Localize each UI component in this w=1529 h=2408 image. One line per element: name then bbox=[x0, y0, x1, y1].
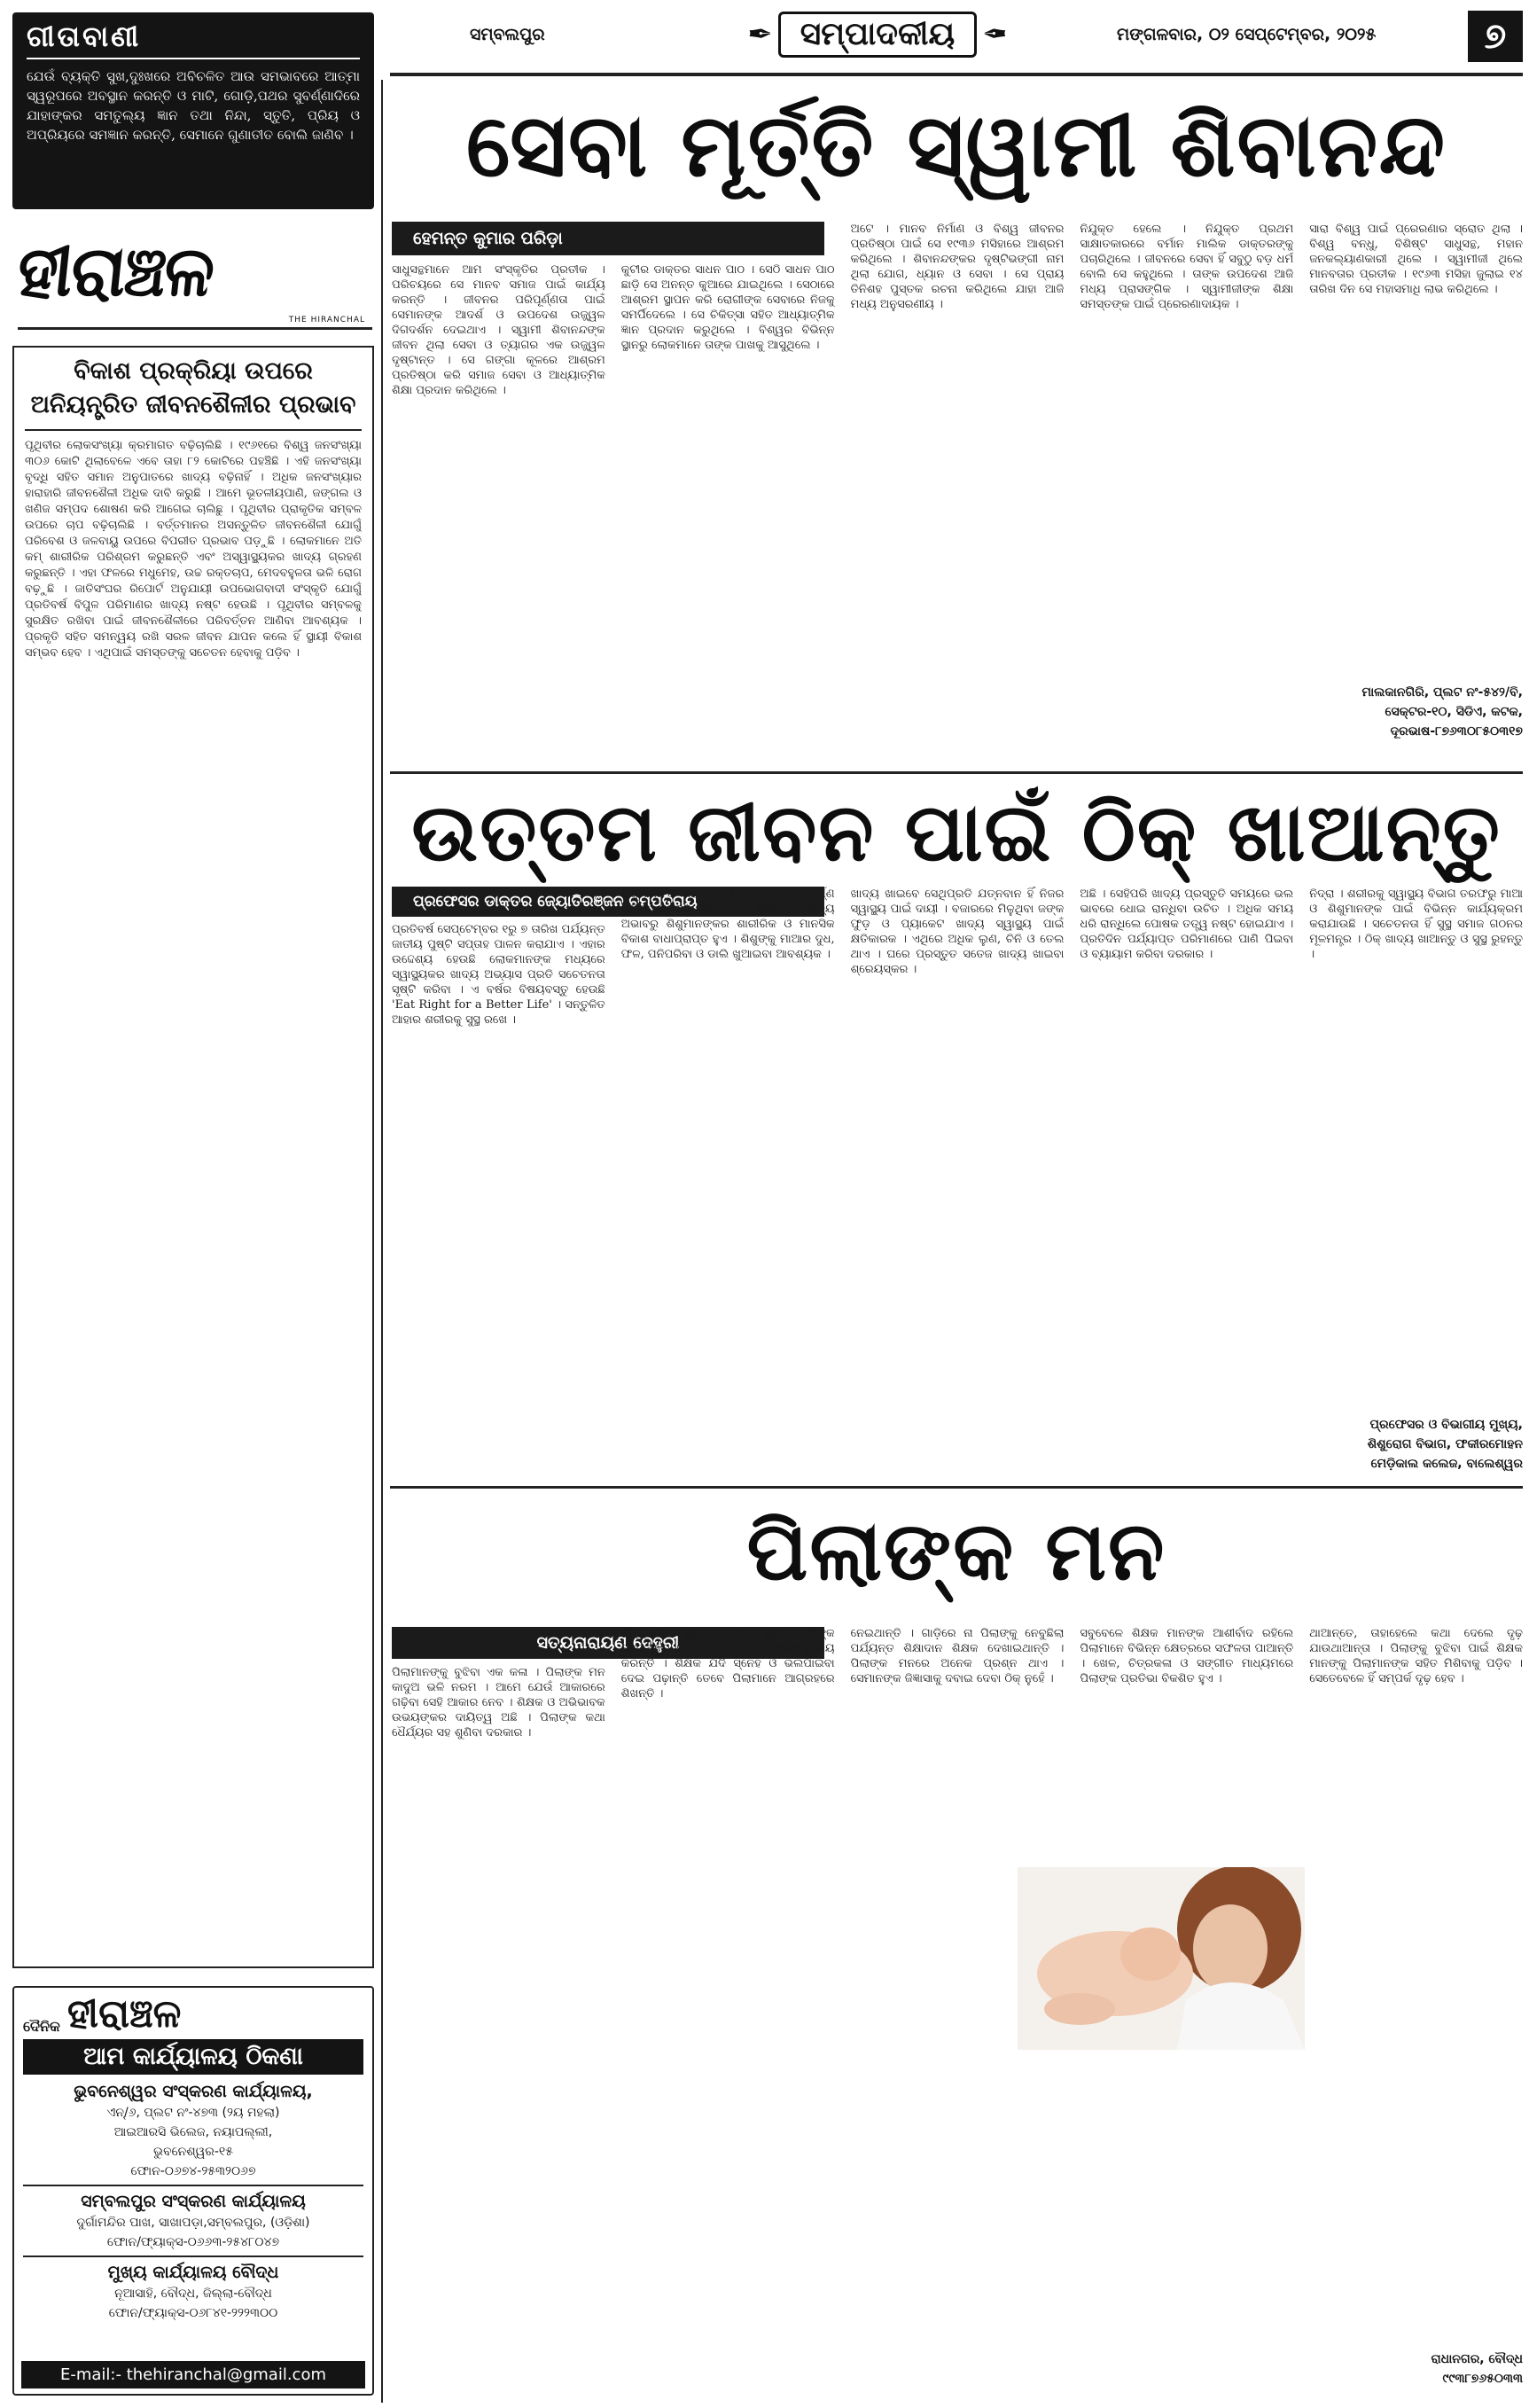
article3-author-footer bbox=[1312, 2349, 1523, 2388]
article2-col4: ଅଛି । ସେହିପରି ଖାଦ୍ୟ ପ୍ରସ୍ତୁତି ସମୟରେ ଭଲ ଭାବରେ ଧୋଇ ରାନ୍ଧିବା ଉଚିତ । ଅଧିକ ସମୟ ଧରି ରାନ୍ଧିଲେ ପୋଷକ ତତ୍ତ୍ୱ ନଷ୍ଟ ହୋଇଯାଏ । ପ୍ରତିଦିନ ପର୍ଯ୍ୟାପ୍ତ ପରିମାଣରେ ପାଣି ପିଇବା ଓ ବ୍ୟାୟାମ କରିବା ଦରକାର । bbox=[1080, 887, 1294, 961]
article1-col1: ସାଧୁସନ୍ଥମାନେ ଆମ ସଂସ୍କୃତିର ପ୍ରତୀକ । ପରିଚୟରେ ସେ ମାନବ ସମାଜ ପାଇଁ କାର୍ଯ୍ୟ କରନ୍ତି । ଜୀବନର ପରିପୂର୍ଣ୍ଣତା ପାଇଁ ସେମାନଙ୍କ ଆଦର୍ଶ ଓ ଉପଦେଶ ଉଜ୍ଜ୍ୱଳ ଦିଗଦର୍ଶନ ଦେଇଥାଏ । ସ୍ୱାମୀ ଶିବାନନ୍ଦଙ୍କ ଜୀବନ ଥିଲା ସେବା ଓ ତ୍ୟାଗର ଏକ ଉଜ୍ଜ୍ୱଳ ଦୃଷ୍ଟାନ୍ତ । ସେ ଗଙ୍ଗା କୂଳରେ ଆଶ୍ରମ ପ୍ରତିଷ୍ଠା କରି ସମାଜ ସେବା ଓ ଆଧ୍ୟାତ୍ମିକ ଶିକ୍ଷା ପ୍ରଦାନ କରିଥିଲେ । bbox=[392, 263, 605, 397]
pen-icon-right: ✒ bbox=[982, 17, 1008, 52]
article3-footer-line2: ୯୯୩୮୭୬୫୦୩୩ bbox=[1442, 2372, 1523, 2386]
article1-footer-line3: ଦୂରଭାଷ-୮୭୬୩୦୮୫୦୩୧୭ bbox=[1390, 724, 1523, 739]
article2-col2: ଶିଶୁମାନଙ୍କ ଏହା ଏକ ପ୍ରକାର ଗୁରୁତ୍ୱପୂର୍ଣ୍ଣ ଭୂମିକା ଗ୍ରହଣ କରିଥାଏ । ପୁଷ୍ଟିକର ଖାଦ୍ୟ ଅଭାବରୁ ଶିଶୁମାନଙ୍କର ଶାରୀରିକ ଓ ମାନସିକ ବିକାଶ ବାଧାପ୍ରାପ୍ତ ହୁଏ । ଶିଶୁଙ୍କୁ ମାଆର ଦୁଧ, ଫଳ, ପନିପରିବା ଓ ଡାଲି ଖୁଆଇବା ଆବଶ୍ୟକ । bbox=[620, 887, 835, 961]
sbp-office-title: ସମ୍ବଲପୁର ସଂସ୍କରଣ କାର୍ଯ୍ୟାଳୟ bbox=[23, 2185, 363, 2213]
logo-text: ହୀରାଞ୍ଚଳ bbox=[13, 231, 217, 312]
sbp-office-addr: ଦୁର୍ଗାମନ୍ଦିର ପାଖ, ସାଖାପଡ଼ା,ସମ୍ବଲପୁର, (ଓଡ଼ିଶା) bbox=[76, 2216, 310, 2230]
date-label: ମଙ୍ଗଳବାର, ୦୨ ସେପ୍ଟେମ୍ବର, ୨୦୨୫ bbox=[1117, 25, 1377, 44]
gita-title-bar: ଗୀତାବାଣୀ bbox=[27, 20, 360, 59]
article2-footer-line3: ମେଡ଼ିକାଲ କଲେଜ, ବାଲେଶ୍ୱର bbox=[1370, 1457, 1523, 1471]
email-bar[interactable]: E-mail:- thehiranchal@gmail.com bbox=[21, 2361, 365, 2388]
article3-col2: ବିଦ୍ୟାଳୟ ଶୁରୁରେ ବଡ଼ ମୁଣ୍ଡ ଅଂଙ୍କ ହୋଇଥିଲେ ମଧ୍ୟ ପିଲା ମାନେ ଶିକ୍ଷକଙ୍କୁ ଭୟ କରନ୍ତି । ଶିକ୍ଷକ ଯଦି ସ୍ନେହ ଓ ଭଲପାଇବା ଦେଇ ପଢ଼ାନ୍ତି ତେବେ ପିଲାମାନେ ଆଗ୍ରହରେ ଶିଖନ୍ତି । bbox=[620, 1627, 835, 1700]
sbp-office-phone: ଫୋନ/ଫ୍ୟାକ୍ସ-୦୬୬୩-୨୫୪୮୦୪୭ bbox=[106, 2235, 280, 2249]
article3-col5: ଥାଆନ୍ତେ, ତାହାହେଲେ କଥା ଦେଲେ ଦୃଢ଼ ଯାଉଥାଆନ୍ତା । ପିଲାଙ୍କୁ ବୁଝିବା ପାଇଁ ଶିକ୍ଷକ ମାନଙ୍କୁ ପିଲାମାନଙ୍କ ସହିତ ମିଶିବାକୁ ପଡ଼ିବ । ସେତେବେଳେ ହିଁ ସମ୍ପର୍କ ଦୃଢ଼ ହେବ । bbox=[1309, 1627, 1523, 1685]
article3-col4: ସବୁବେଳେ ଶିକ୍ଷକ ମାନଙ୍କ ଆଶୀର୍ବାଦ ରହିଲେ ପିଲାମାନେ ବିଭିନ୍ନ କ୍ଷେତ୍ରରେ ସଫଳତା ପାଆନ୍ତି । ଖେଳ, ଚିତ୍ରକଳା ଓ ସଙ୍ଗୀତ ମାଧ୍ୟମରେ ପିଲାଙ୍କ ପ୍ରତିଭା ବିକଶିତ ହୁଏ । bbox=[1080, 1627, 1294, 1685]
article2-col3: ଖାଦ୍ୟ ଖାଇବେ ସେଥିପ୍ରତି ଯତ୍ନବାନ ହିଁ ନିଜର ସ୍ୱାସ୍ଥ୍ୟ ପାଇଁ ଦାୟୀ । ବଜାରରେ ମିଳୁଥିବା ଜଙ୍କ ଫୁଡ଼ ଓ ପ୍ୟାକେଟ ଖାଦ୍ୟ ସ୍ୱାସ୍ଥ୍ୟ ପାଇଁ କ୍ଷତିକାରକ । ଏଥିରେ ଅଧିକ ଲୁଣ, ଚିନି ଓ ତେଲ ଥାଏ । ଘରେ ପ୍ରସ୍ତୁତ ସତେଜ ଖାଦ୍ୟ ଖାଇବା ଶ୍ରେୟସ୍କର । bbox=[850, 887, 1065, 976]
article3-headline: ପିଲାଙ୍କ ମନ bbox=[746, 1504, 1166, 1599]
article1-byline: ହେମନ୍ତ କୁମାର ପରିଡ଼ା bbox=[392, 222, 824, 255]
mother-baby-photo bbox=[1018, 1867, 1305, 2050]
gita-box bbox=[12, 12, 374, 209]
bbsr-office-phone: ଫୋନ-୦୬୭୪-୨୫୩୨୦୬୭ bbox=[130, 2164, 256, 2178]
bbsr-office-addr3: ଭୁବନେଶ୍ୱର-୧୫ bbox=[153, 2145, 233, 2159]
logo-subtitle: THE HIRANCHAL bbox=[288, 316, 365, 324]
article2-headline: ଉତ୍ତମ ଜୀବନ ପାଇଁ ଠିକ୍ ଖାଆନ୍ତୁ bbox=[411, 786, 1502, 880]
article2-footer-line2: ଶିଶୁରୋଗ ବିଭାଗ, ଫକୀରମୋହନ bbox=[1367, 1437, 1523, 1451]
gita-text: ଯେଉଁ ବ୍ୟକ୍ତି ସୁଖ,ଦୁଃଖରେ ଅବିଚଳିତ ଆଉ ସମଭାବରେ ଆତ୍ମା ସ୍ୱରୂପରେ ଅବସ୍ଥାନ କରନ୍ତି ଓ ମାଟି, ଗୋଡ଼ି,ପଥର ସୁବର୍ଣ୍ଣାଦିରେ ଯାହାଙ୍କର ସମତୁଲ୍ୟ ଜ୍ଞାନ ତଥା ନିନ୍ଦା, ସ୍ତୁତି, ପ୍ରିୟ ଓ ଅପ୍ରିୟରେ ସମଜ୍ଞାନ କରନ୍ତି, ସେମାନେ ଗୁଣାତୀତ ବୋଲି ଜାଣିବ । bbox=[27, 68, 360, 143]
article1-col5: ସାରା ବିଶ୍ୱ ପାଇଁ ପ୍ରେରଣାର ସ୍ରୋତ ଥିଲା । ବିଶ୍ୱ ବନ୍ଧୁ, ବିଶିଷ୍ଟ ସାଧୁସନ୍ଥ, ମହାନ ଜନକଲ୍ୟାଣକାରୀ ଥିଲେ । ସ୍ୱାମୀଜୀ ଥିଲେ ମାନବତାର ପ୍ରତୀକ । ୧୯୬୩ ମସିହା ଜୁଲାଇ ୧୪ ତାରିଖ ଦିନ ସେ ମହାସମାଧି ଲାଭ କରିଥିଲେ । bbox=[1309, 223, 1523, 296]
article2-author-footer bbox=[1276, 1415, 1523, 1474]
hq-office-title: ମୁଖ୍ୟ କାର୍ଯ୍ୟାଳୟ ବୌଦ୍ଧ bbox=[23, 2256, 363, 2284]
sidebar-article-body: ପୃଥିବୀର ଲୋକସଂଖ୍ୟା କ୍ରମାଗତ ବଢ଼ିଚାଲିଛି । ୧୯୬୧ରେ ବିଶ୍ୱ ଜନସଂଖ୍ୟା ୩୦୬ କୋଟି ଥିଲାବେଳେ ଏବେ ତାହା ୮୨ କୋଟିରେ ପହଞ୍ଚିଛି । ଏହି ଜନସଂଖ୍ୟା ବୃଦ୍ଧି ସହିତ ସମାନ ଅନୁପାତରେ ଖାଦ୍ୟ ବଢ଼ିନାହିଁ । ଅଧିକ ଜନସଂଖ୍ୟାର ହାରାହାରି ଜୀବନଶୈଳୀ ଅଧିକ ଦାବି କରୁଛି । ଆମେ ଭୂତଳୀୟପାଣି, ଜଙ୍ଗଲ ଓ ଖଣିଜ ସମ୍ପଦ ଶୋଷଣ କରି ଆଗେଇ ଚାଲିଛୁ । ପୃଥିବୀର ପ୍ରାକୃତିକ ସମ୍ବଳ ଉପରେ ଚାପ ବଢ଼ିଚାଲିଛି । ବର୍ତ୍ତମାନର ଅସନ୍ତୁଳିତ ଜୀବନଶୈଳୀ ଯୋଗୁଁ ପରିବେଶ ଓ ଜଳବାୟୁ ଉପରେ ବିପରୀତ ପ୍ରଭାବ ପଡ଼ୁଛି । ଲୋକମାନେ ଅତି କମ୍ ଶାରୀରିକ ପରିଶ୍ରମ କରୁଛନ୍ତି ଏବଂ ଅସ୍ୱାସ୍ଥ୍ୟକର ଖାଦ୍ୟ ଗ୍ରହଣ କରୁଛନ୍ତି । ଏହା ଫଳରେ ମଧୁମେହ, ଉଚ୍ଚ ରକ୍ତଚାପ, ମେଦବହୁଳତା ଭଳି ରୋଗ ବଢ଼ୁଛି । ଜାତିସଂଘର ରିପୋର୍ଟ ଅନୁଯାୟୀ ଉପଭୋଗବାଦୀ ସଂସ୍କୃତି ଯୋଗୁଁ ପ୍ରତିବର୍ଷ ବିପୁଳ ପରିମାଣର ଖାଦ୍ୟ ନଷ୍ଟ ହେଉଛି । ପୃଥିବୀର ସମ୍ବଳକୁ ସୁରକ୍ଷିତ ରଖିବା ପାଇଁ ଜୀବନଶୈଳୀରେ ପରିବର୍ତ୍ତନ ଆଣିବା ଆବଶ୍ୟକ । ପ୍ରକୃତି ସହିତ ସମନ୍ୱୟ ରଖି ସରଳ ଜୀବନ ଯାପନ କଲେ ହିଁ ସ୍ଥାୟୀ ବିକାଶ ସମ୍ଭବ ହେବ । ଏଥିପାଇଁ ସମସ୍ତଙ୍କୁ ସଚେତନ ହେବାକୁ ପଡ଼ିବ । bbox=[25, 439, 362, 660]
pen-icon-left: ✒ bbox=[747, 17, 773, 52]
article3-byline: ସତ୍ୟନାରାୟଣ ଦେହୁରୀ bbox=[392, 1627, 824, 1659]
bbsr-office-addr2: ଆଇଆରସି ଭିଲେଜ, ନୟାପଲ୍ଲୀ, bbox=[113, 2125, 273, 2139]
article1-author-footer bbox=[1303, 683, 1523, 741]
hq-office-addr: ନୂଆସାହି, ବୌଦ୍ଧ, ଜିଲ୍ଲା-ବୌଦ୍ଧ bbox=[114, 2287, 272, 2301]
section-title: ସମ୍ପାଦକୀୟ bbox=[778, 12, 977, 58]
bbsr-office-title: ଭୁବନେଶ୍ୱର ସଂସ୍କରଣ କାର୍ଯ୍ୟାଳୟ, bbox=[74, 2082, 313, 2101]
edition-label: ସମ୍ବଲପୁର bbox=[470, 25, 545, 44]
article3-col1: ପିଲାମାନଙ୍କୁ ବୁଝିବା ଏକ କଳା । ପିଲାଙ୍କ ମନ କାଦୁଅ ଭଳି ନରମ । ଆମେ ଯେଉଁ ଆକାରରେ ଗଢ଼ିବା ସେହି ଆକାର ନେବ । ଶିକ୍ଷକ ଓ ଅଭିଭାବକ ଉଭୟଙ୍କର ଦାୟିତ୍ୱ ଅଛି । ପିଲାଙ୍କ କଥା ଧୈର୍ଯ୍ୟର ସହ ଶୁଣିବା ଦରକାର । bbox=[392, 1666, 605, 1740]
page-number: ୭ bbox=[1468, 11, 1523, 62]
article2-footer-line1: ପ୍ରଫେସର ଓ ବିଭାଗୀୟ ମୁଖ୍ୟ, bbox=[1369, 1418, 1523, 1432]
article1-headline: ସେବା ମୂର୍ତ୍ତି ସ୍ୱାମୀ ଶିବାନନ୍ଦ bbox=[466, 96, 1447, 197]
address-paper-logo: ହୀରାଞ୍ଚଳ bbox=[66, 1991, 182, 2037]
article1-col4: ନିଯୁକ୍ତ ହେଲେ । ନିଯୁକ୍ତ ପ୍ରଥମ ସାକ୍ଷାତକାରରେ ବର୍ମାନ ମାଲିକ ଡାକ୍ତରଙ୍କୁ ପଚାରିଥିଲେ । ଜୀବନରେ ସେବା ହିଁ ସବୁଠୁ ବଡ଼ ଧର୍ମ ବୋଲି ସେ କହୁଥିଲେ । ତାଙ୍କ ଉପଦେଶ ଆଜି ମଧ୍ୟ ପ୍ରାସଙ୍ଗିକ । ସ୍ୱାମୀଜୀଙ୍କ ଶିକ୍ଷା ସମସ୍ତଙ୍କ ପାଇଁ ପ୍ରେରଣାଦାୟକ । bbox=[1080, 223, 1294, 311]
sidebar-article-title: ବିକାଶ ପ୍ରକ୍ରିୟା ଉପରେ ଅନିୟନ୍ତ୍ରିତ ଜୀବନଶୈଳୀର ପ୍ରଭାବ bbox=[25, 355, 362, 431]
article3-col3: ନେଇଥାନ୍ତି । ଗାଡ଼ିରେ ନା ପିଲାଙ୍କୁ ନେବୁଛିଲା ପର୍ଯ୍ୟନ୍ତ ଶିକ୍ଷାଦାନ ଶିକ୍ଷକ ଦେଖାଇଥାନ୍ତି । ପିଲାଙ୍କ ମନରେ ଅନେକ ପ୍ରଶ୍ନ ଥାଏ । ସେମାନଙ୍କ ଜିଜ୍ଞାସାକୁ ଦବାଇ ଦେବା ଠିକ୍ ନୁହେଁ । bbox=[850, 1627, 1065, 1685]
article1-footer-line1: ମାଲକାନଗିରି, ପ୍ଲଟ ନଂ-୫୪୨/ବି, bbox=[1361, 685, 1523, 700]
masthead bbox=[390, 5, 1523, 76]
address-title: ଆମ କାର୍ଯ୍ୟାଳୟ ଠିକଣା bbox=[23, 2039, 363, 2075]
sidebar-divider bbox=[381, 80, 383, 2403]
article1-col3: ଅଟେ । ମାନବ ନିର୍ମାଣ ଓ ବିଶ୍ୱ ଜୀବନର ପ୍ରତିଷ୍ଠା ପାଇଁ ସେ ୧୯୩୬ ମସିହାରେ ଆଶ୍ରମ କରିଥିଲେ । ଶିବାନନ୍ଦଙ୍କର ଦୃଷ୍ଟିଭଙ୍ଗୀ ନାମ ଥିଲା ଯୋଗ, ଧ୍ୟାନ ଓ ସେବା । ସେ ପ୍ରାୟ ତିନିଶହ ପୁସ୍ତକ ରଚନା କରିଥିଲେ ଯାହା ଆଜି ମଧ୍ୟ ଅନୁସରଣୀୟ । bbox=[850, 223, 1065, 311]
section-banner bbox=[691, 7, 1064, 62]
article2-byline: ପ୍ରଫେସର ଡାକ୍ତର ଜ୍ୟୋତିରଞ୍ଜନ ଚମ୍ପତିରାୟ bbox=[392, 887, 824, 917]
article2-col1: ପ୍ରତିବର୍ଷ ସେପ୍ଟେମ୍ବର ୧ରୁ ୭ ତାରିଖ ପର୍ଯ୍ୟନ୍ତ ଜାତୀୟ ପୁଷ୍ଟି ସପ୍ତାହ ପାଳନ କରାଯାଏ । ଏହାର ଉଦ୍ଦେଶ୍ୟ ହେଉଛି ଲୋକମାନଙ୍କ ମଧ୍ୟରେ ସ୍ୱାସ୍ଥ୍ୟକର ଖାଦ୍ୟ ଅଭ୍ୟାସ ପ୍ରତି ସଚେତନତା ସୃଷ୍ଟି କରିବା । ଏ ବର୍ଷର ବିଷୟବସ୍ତୁ ହେଉଛି 'Eat Right for a Better Life' । ସନ୍ତୁଳିତ ଆହାର ଶରୀରକୁ ସୁସ୍ଥ ରଖେ । bbox=[392, 923, 605, 1027]
address-box bbox=[12, 1986, 374, 2396]
sidebar-logo bbox=[13, 231, 372, 330]
article1-col2: କୁଟୀର ଡାକ୍ତର ସାଧନ ପାଠ । ସେଠି ସାଧନ ପାଠ ଛାଡ଼ି ସେ ଅନନ୍ତ କୁଆରେ ଯାଇଥିଲେ । ସେଠାରେ ଆଶ୍ରମ ସ୍ଥାପନ କରି ରୋଗୀଙ୍କ ସେବାରେ ନିଜକୁ ସମର୍ପିଦେଲେ । ସେ ଚିକିତ୍ସା ସହିତ ଆଧ୍ୟାତ୍ମିକ ଜ୍ଞାନ ପ୍ରଦାନ କରୁଥିଲେ । ବିଶ୍ୱର ବିଭିନ୍ନ ସ୍ଥାନରୁ ଲୋକମାନେ ତାଙ୍କ ପାଖକୁ ଆସୁଥିଲେ । bbox=[620, 263, 835, 352]
article2-col5: ନିଦ୍ରା । ଶରୀରକୁ ସ୍ୱାସ୍ଥ୍ୟ ବିଭାଗ ତରଫରୁ ମାଆ ଓ ଶିଶୁମାନଙ୍କ ପାଇଁ ବିଭିନ୍ନ କାର୍ଯ୍ୟକ୍ରମ କରାଯାଉଛି । ସଚେତନତା ହିଁ ସୁସ୍ଥ ସମାଜ ଗଠନର ମୂଳମନ୍ତ୍ର । ଠିକ୍ ଖାଦ୍ୟ ଖାଆନ୍ତୁ ଓ ସୁସ୍ଥ ରୁହନ୍ତୁ । bbox=[1309, 887, 1523, 961]
article3-footer-line1: ରାଧାନଗର, ବୌଦ୍ଧ bbox=[1431, 2352, 1523, 2366]
address-paper-prefix: ଦୈନିକ bbox=[23, 2018, 60, 2035]
article1-footer-line2: ସେକ୍ଟର-୧୦, ସିଡିଏ, କଟକ, bbox=[1385, 705, 1523, 719]
hq-office-phone: ଫୋନ/ଫ୍ୟାକ୍ସ-୦୬୮୪୧-୨୨୨୩୦୦ bbox=[108, 2306, 278, 2320]
sidebar-article bbox=[12, 346, 374, 1968]
bbsr-office-addr1: ଏନ୍/୬, ପ୍ଲଟ ନଂ-୪୭୩ (୨ୟ ମହଲା) bbox=[106, 2106, 280, 2120]
